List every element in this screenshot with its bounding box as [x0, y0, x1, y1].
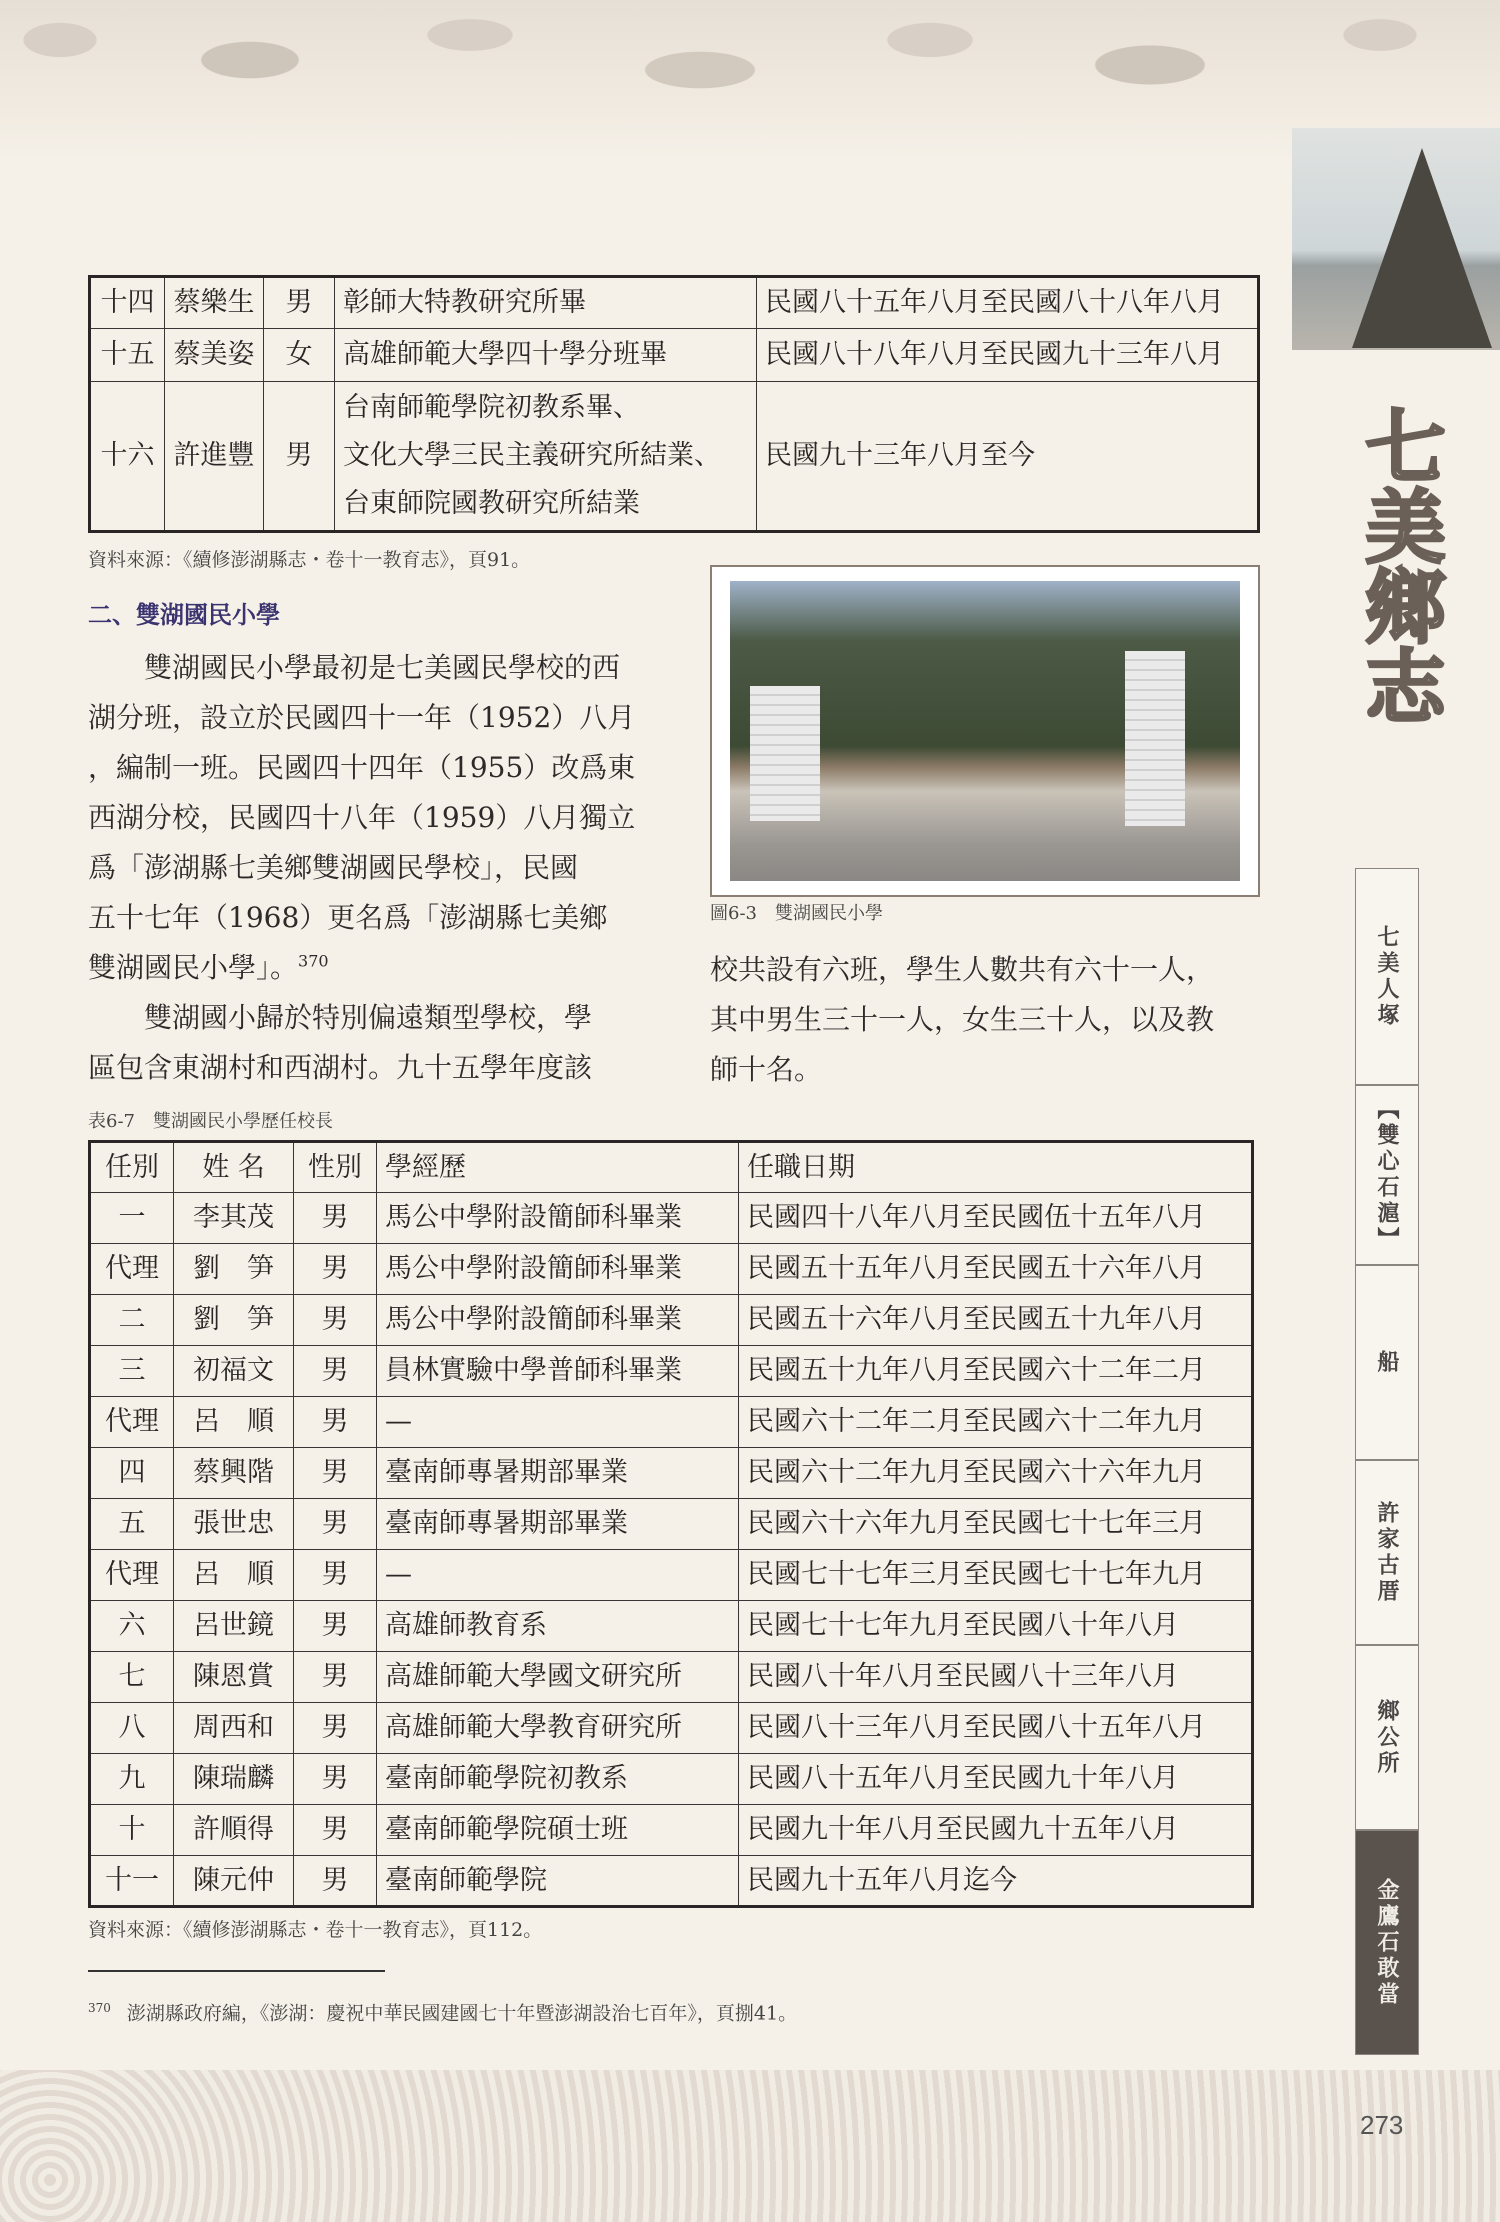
table-row — [90, 1754, 1253, 1805]
footnote — [88, 1996, 797, 2025]
table-cell: 民國八十五年八月至民國九十年八月 — [739, 1754, 1253, 1805]
wave-footer-decoration — [0, 2070, 1500, 2222]
table-cell: 男 — [294, 1550, 377, 1601]
table-cell: 六 — [90, 1601, 174, 1652]
line-text: 校共設有六班，學生人數共有六十一人， — [710, 953, 1215, 986]
column-header: 姓 名 — [174, 1142, 294, 1193]
text-line — [88, 743, 635, 793]
table-row — [90, 277, 1259, 329]
line-text: 爲「澎湖縣七美鄉雙湖國民學校」，民國 — [88, 851, 579, 884]
table-row — [90, 1703, 1253, 1754]
table-cell: 台南師範學院初教系畢、 文化大學三民主義研究所結業、 台東師院國教研究所結業 — [335, 382, 757, 532]
line-text: ，編制一班。民國四十四年（1955）改爲東 — [88, 751, 636, 784]
table-cell: 民國八十五年八月至民國八十八年八月 — [757, 277, 1259, 329]
table-row — [90, 1295, 1253, 1346]
table-row — [90, 382, 1259, 532]
sidebar-tab-label: 許家古厝 — [1374, 1500, 1400, 1605]
table-cell: 陳瑞麟 — [174, 1754, 294, 1805]
footnote-text: 澎湖縣政府編，《澎湖：慶祝中華民國建國七十年暨澎湖設治七百年》，頁捌41。 — [126, 2002, 798, 2025]
table-cell: 臺南師範學院 — [377, 1856, 739, 1907]
line-text: 師十名。 — [710, 1053, 823, 1086]
line-text: 五十七年（1968）更名爲「澎湖縣七美鄉 — [88, 901, 608, 934]
table-cell: 許進豐 — [165, 382, 264, 532]
table-cell: 民國八十八年八月至民國九十三年八月 — [757, 329, 1259, 382]
table-header-row — [90, 1142, 1253, 1193]
paragraph-2-right — [710, 945, 1214, 1095]
table-cell: 周西和 — [174, 1703, 294, 1754]
text-line — [88, 693, 635, 743]
page-number: 273 — [1360, 2110, 1404, 2140]
table-cell: 高雄師範大學四十學分班畢 — [335, 329, 757, 382]
table-cell: 男 — [294, 1499, 377, 1550]
table-cell: 二 — [90, 1295, 174, 1346]
table-row — [90, 329, 1259, 382]
table-cell: 民國五十五年八月至民國五十六年八月 — [739, 1244, 1253, 1295]
principals-table-source: 資料來源：《續修澎湖縣志・卷十一教育志》，頁112。 — [88, 1919, 543, 1941]
table-cell: 四 — [90, 1448, 174, 1499]
table-cell: 初福文 — [174, 1346, 294, 1397]
column-header: 任職日期 — [739, 1142, 1253, 1193]
text-line — [710, 945, 1214, 995]
table-row — [90, 1856, 1253, 1907]
table-cell: 高雄師範大學教育研究所 — [377, 1703, 739, 1754]
table-caption: 表6-7 雙湖國民小學歷任校長 — [88, 1111, 333, 1132]
table-cell: 臺南師專暑期部畢業 — [377, 1499, 739, 1550]
table-cell: 男 — [264, 382, 335, 532]
table-row — [90, 1448, 1253, 1499]
table-cell: 三 — [90, 1346, 174, 1397]
table-cell: 民國九十五年八月迄今 — [739, 1856, 1253, 1907]
table-cell: 員林實驗中學普師科畢業 — [377, 1346, 739, 1397]
table-cell: — — [377, 1550, 739, 1601]
table-cell: 男 — [294, 1295, 377, 1346]
paragraph-2-left — [88, 993, 592, 1093]
table-cell: — — [377, 1397, 739, 1448]
table-cell: 女 — [264, 329, 335, 382]
text-line — [88, 793, 635, 843]
table-cell: 民國四十八年八月至民國伍十五年八月 — [739, 1193, 1253, 1244]
school-photo-frame — [710, 565, 1260, 897]
footnote-ref[interactable]: 370 — [298, 951, 329, 971]
table-cell: 男 — [294, 1397, 377, 1448]
text-line — [88, 843, 635, 893]
cloud-header-decoration — [0, 0, 1500, 165]
table-cell: 男 — [294, 1346, 377, 1397]
text-line — [88, 893, 635, 943]
table-row — [90, 1652, 1253, 1703]
table-cell: 臺南師範學院碩士班 — [377, 1805, 739, 1856]
line-text: 區包含東湖村和西湖村。九十五學年度該 — [88, 1051, 593, 1084]
table-cell: 高雄師範大學國文研究所 — [377, 1652, 739, 1703]
table-cell: 李其茂 — [174, 1193, 294, 1244]
paragraph-1 — [88, 643, 635, 993]
table-cell: 民國六十二年二月至民國六十二年九月 — [739, 1397, 1253, 1448]
table-cell: 馬公中學附設簡師科畢業 — [377, 1295, 739, 1346]
table-cell: 許順得 — [174, 1805, 294, 1856]
table-cell: 民國八十三年八月至民國八十五年八月 — [739, 1703, 1253, 1754]
table-cell: 蔡美姿 — [165, 329, 264, 382]
section-heading: 二、雙湖國民小學 — [88, 600, 280, 629]
table-cell: 民國九十年八月至民國九十五年八月 — [739, 1805, 1253, 1856]
sidebar-tab-label: 【雙心石滬】 — [1374, 1097, 1400, 1253]
column-header: 任別 — [90, 1142, 174, 1193]
sidebar-tab[interactable] — [1355, 1460, 1419, 1645]
line-text: 雙湖國民小學」。 — [88, 951, 299, 984]
table-cell: 九 — [90, 1754, 174, 1805]
sidebar-tab-label: 金鷹石敢當 — [1374, 1877, 1400, 2008]
top-principals-table — [88, 275, 1260, 533]
table-cell: 男 — [294, 1703, 377, 1754]
table-cell: 男 — [294, 1856, 377, 1907]
table-cell: 男 — [294, 1754, 377, 1805]
book-title: 七美鄉志 — [1352, 405, 1446, 725]
table-cell: 十四 — [90, 277, 165, 329]
table-cell: 民國五十九年八月至民國六十二年二月 — [739, 1346, 1253, 1397]
table-cell: 陳元仲 — [174, 1856, 294, 1907]
text-line — [88, 993, 592, 1043]
table-row — [90, 1601, 1253, 1652]
table-cell: 男 — [294, 1448, 377, 1499]
column-header: 性別 — [294, 1142, 377, 1193]
sidebar-tab[interactable] — [1355, 1645, 1419, 1830]
table-cell: 代理 — [90, 1244, 174, 1295]
table-cell: 臺南師專暑期部畢業 — [377, 1448, 739, 1499]
table-cell: 呂世鏡 — [174, 1601, 294, 1652]
table-row — [90, 1499, 1253, 1550]
table-cell: 民國六十六年九月至民國七十七年三月 — [739, 1499, 1253, 1550]
table-cell: 男 — [294, 1193, 377, 1244]
table-row — [90, 1397, 1253, 1448]
line-text: 湖分班，設立於民國四十一年（1952）八月 — [88, 701, 636, 734]
text-line — [88, 943, 635, 993]
table-cell: 一 — [90, 1193, 174, 1244]
table-cell: 劉 笋 — [174, 1295, 294, 1346]
table-cell: 民國八十年八月至民國八十三年八月 — [739, 1652, 1253, 1703]
table-cell: 馬公中學附設簡師科畢業 — [377, 1244, 739, 1295]
text-line — [710, 995, 1214, 1045]
table-cell: 男 — [294, 1652, 377, 1703]
table-cell: 馬公中學附設簡師科畢業 — [377, 1193, 739, 1244]
table-cell: 彰師大特教研究所畢 — [335, 277, 757, 329]
sidebar-tab-label: 鄉公所 — [1374, 1698, 1400, 1777]
table-row — [90, 1244, 1253, 1295]
table-cell: 陳恩賞 — [174, 1652, 294, 1703]
column-header: 學經歷 — [377, 1142, 739, 1193]
line-text: 雙湖國民小學最初是七美國民學校的西 — [88, 651, 621, 684]
table-row — [90, 1346, 1253, 1397]
sidebar-tab[interactable] — [1355, 868, 1419, 1085]
table-cell: 男 — [294, 1805, 377, 1856]
table-cell: 十五 — [90, 329, 165, 382]
table-cell: 民國七十七年三月至民國七十七年九月 — [739, 1550, 1253, 1601]
table-cell: 十 — [90, 1805, 174, 1856]
table-cell: 民國六十二年九月至民國六十六年九月 — [739, 1448, 1253, 1499]
sidebar-tab-label: 船 — [1374, 1349, 1400, 1376]
text-line — [88, 643, 635, 693]
table-cell: 民國七十七年九月至民國八十年八月 — [739, 1601, 1253, 1652]
table-cell: 七 — [90, 1652, 174, 1703]
text-line — [710, 1045, 1214, 1095]
footnote-number: 370 — [88, 2001, 111, 2015]
table-cell: 代理 — [90, 1550, 174, 1601]
table-cell: 呂 順 — [174, 1550, 294, 1601]
sidebar-tab[interactable] — [1355, 1265, 1419, 1460]
sidebar-tab[interactable] — [1355, 1830, 1419, 2055]
sidebar-photo — [1292, 128, 1500, 350]
table-cell: 十六 — [90, 382, 165, 532]
table-cell: 民國五十六年八月至民國五十九年八月 — [739, 1295, 1253, 1346]
table-cell: 代理 — [90, 1397, 174, 1448]
table-cell: 蔡興階 — [174, 1448, 294, 1499]
table-cell: 十一 — [90, 1856, 174, 1907]
school-gate-photo — [730, 581, 1240, 881]
figure-caption: 圖6-3 雙湖國民小學 — [710, 903, 883, 924]
table-cell: 民國九十三年八月至今 — [757, 382, 1259, 532]
table-cell: 呂 順 — [174, 1397, 294, 1448]
table-cell: 臺南師範學院初教系 — [377, 1754, 739, 1805]
principals-table — [88, 1140, 1254, 1908]
line-text: 西湖分校，民國四十八年（1959）八月獨立 — [88, 801, 636, 834]
table-cell: 男 — [294, 1601, 377, 1652]
text-line — [88, 1043, 592, 1093]
table-cell: 蔡樂生 — [165, 277, 264, 329]
table-cell: 五 — [90, 1499, 174, 1550]
table-cell: 八 — [90, 1703, 174, 1754]
sidebar-tab[interactable] — [1355, 1085, 1419, 1265]
table-cell: 劉 笋 — [174, 1244, 294, 1295]
footnote-divider — [88, 1970, 385, 1972]
table-cell: 張世忠 — [174, 1499, 294, 1550]
line-text: 其中男生三十一人，女生三十人，以及教 — [710, 1003, 1215, 1036]
table-cell: 男 — [294, 1244, 377, 1295]
table-cell: 男 — [264, 277, 335, 329]
top-table-source: 資料來源：《續修澎湖縣志・卷十一教育志》，頁91。 — [88, 549, 531, 571]
table-row — [90, 1805, 1253, 1856]
table-row — [90, 1550, 1253, 1601]
line-text: 雙湖國小歸於特別偏遠類型學校，學 — [88, 1001, 593, 1034]
sidebar-tab-label: 七美人塚 — [1374, 924, 1400, 1029]
table-row — [90, 1193, 1253, 1244]
table-cell: 高雄師教育系 — [377, 1601, 739, 1652]
